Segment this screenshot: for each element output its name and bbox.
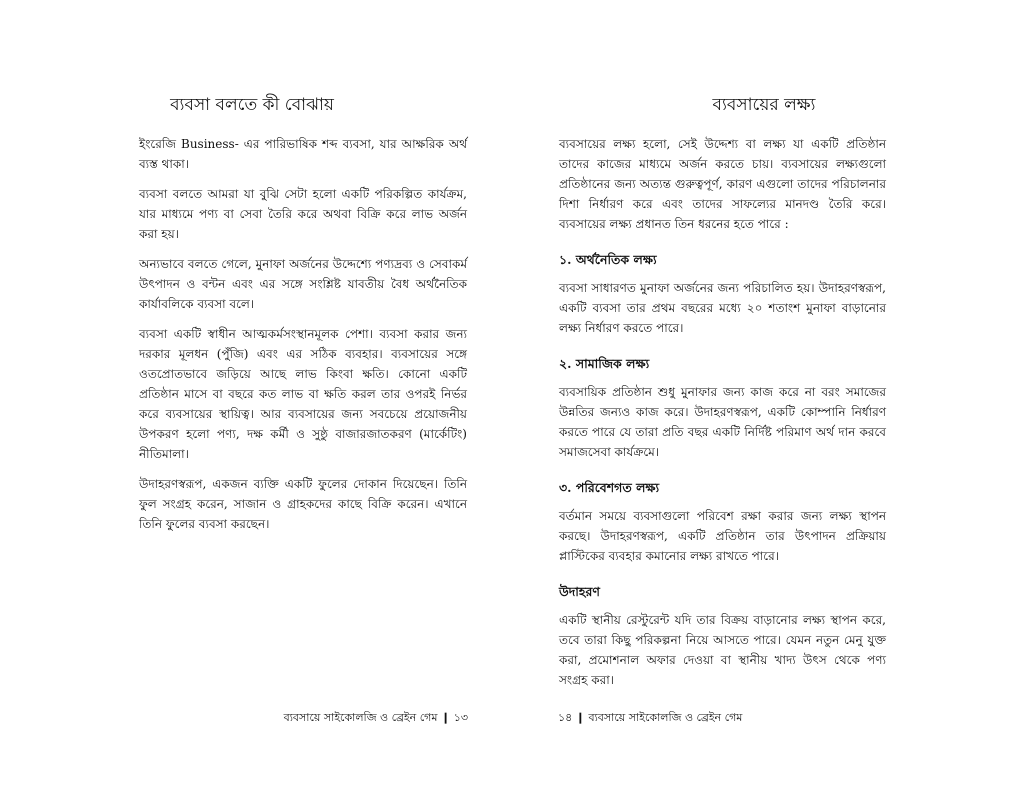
left-page-footer: ব্যবসায়ে সাইকোলজি ও ব্রেইন গেম ❙ ১৩ — [283, 711, 468, 724]
right-page-body — [559, 134, 886, 700]
section-text-social: ব্যবসায়িক প্রতিষ্ঠান শুধু মুনাফার জন্য কাজ করে না বরং সমাজের উন্নতির জন্যও কাজ করে। উদাহরণস্বরূপ, একটি কোম্পানি নির্ধারণ করতে পারে যে তারা প্রতি বছর একটি নির্দিষ্ট পরিমাণ অর্থ দান করবে সমাজসেবা কার্যক্রমে। — [559, 385, 886, 459]
left-paragraph-5: উদাহরণস্বরূপ, একজন ব্যক্তি একটি ফুলের দোকান দিয়েছেন। তিনি ফুল সংগ্রহ করেন, সাজান ও গ্রাহকদের কাছে বিক্রি করেন। এখানে তিনি ফুলের ব্যবসা করছেন। — [139, 477, 467, 531]
right-page — [512, 0, 1024, 791]
left-paragraph-4: ব্যবসা একটি স্বাধীন আত্মকর্মসংস্থানমূলক পেশা। ব্যবসা করার জন্য দরকার মূলধন (পুঁজি) এবং এর সঠিক ব্যবহার। ব্যবসায়ের সঙ্গে ওতপ্রোতভাবে জড়িয়ে আছে লাভ কিংবা ক্ষতি। কোনো একটি প্রতিষ্ঠান মাসে বা বছরে কত লাভ বা ক্ষতি করল তার ওপরই নির্ভর করে ব্যবসায়ের স্থায়িত্ব। আর ব্যবসায়ের জন্য সবচেয়ে প্রয়োজনীয় উপকরণ হলো পণ্য, দক্ষ কর্মী ও সুষ্ঠু বাজারজাতকরণ (মার্কেটিং) নীতিমালা। — [139, 327, 467, 461]
left-page-body — [139, 134, 467, 544]
section-heading-environmental: ৩. পরিবেশগত লক্ষ্য — [559, 480, 660, 495]
section-heading-economic: ১. অর্থনৈতিক লক্ষ্য — [559, 252, 657, 267]
right-intro-paragraph: ব্যবসায়ের লক্ষ্য হলো, সেই উদ্দেশ্য বা লক্ষ্য যা একটি প্রতিষ্ঠান তাদের কাজের মাধ্যমে অর্জন করতে চায়। ব্যবসায়ের লক্ষ্যগুলো প্রতিষ্ঠানের জন্য অত্যন্ত গুরুত্বপূর্ণ, কারণ এগুলো তাদের পরিচালনার দিশা নির্ধারণ করে এবং তাদের সাফল্যের মানদণ্ড তৈরি করে। ব্যবসায়ের লক্ষ্য প্রধানত তিন ধরনের হতে পারে : — [559, 137, 886, 231]
left-paragraph-2: ব্যবসা বলতে আমরা যা বুঝি সেটা হলো একটি পরিকল্পিত কার্যক্রম, যার মাধ্যমে পণ্য বা সেবা তৈরি করে অথবা বিক্রি করে লাভ অর্জন করা হয়। — [139, 187, 467, 241]
section-text-economic: ব্যবসা সাধারণত মুনাফা অর্জনের জন্য পরিচালিত হয়। উদাহরণস্বরূপ, একটি ব্যবসা তার প্রথম বছরের মধ্যে ২০ শতাংশ মুনাফা বাড়ানোর লক্ষ্য নির্ধারণ করতে পারে। — [559, 281, 886, 335]
section-text-environmental: বর্তমান সময়ে ব্যবসাগুলো পরিবেশ রক্ষা করার জন্য লক্ষ্য স্থাপন করছে। উদাহরণস্বরূপ, একটি প্রতিষ্ঠান তার উৎপাদন প্রক্রিয়ায় প্লাস্টিকের ব্যবহার কমানোর লক্ষ্য রাখতে পারে। — [559, 509, 886, 563]
left-paragraph-1: ইংরেজি Business- এর পারিভাষিক শব্দ ব্যবসা, যার আক্ষরিক অর্থ ব্যস্ত থাকা। — [139, 137, 467, 171]
section-heading-social: ২. সামাজিক লক্ষ্য — [559, 356, 650, 371]
left-paragraph-3: অন্যভাবে বলতে গেলে, মুনাফা অর্জনের উদ্দেশ্যে পণ্যদ্রব্য ও সেবাকর্ম উৎপাদন ও বন্টন এবং এর সঙ্গে সংশ্লিষ্ট যাবতীয় বৈধ অর্থনৈতিক কার্যাবলিকে ব্যবসা বলে। — [139, 257, 467, 311]
right-page-footer: ১৪ ❙ ব্যবসায়ে সাইকোলজি ও ব্রেইন গেম — [558, 711, 743, 724]
right-page-title: ব্যবসায়ের লক্ষ্য — [712, 95, 816, 115]
section-heading-example: উদাহরণ — [559, 584, 600, 599]
section-text-example: একটি স্থানীয় রেস্টুরেন্ট যদি তার বিক্রয় বাড়ানোর লক্ষ্য স্থাপন করে, তবে তারা কিছু পরিকল্পনা নিয়ে আসতে পারে। যেমন নতুন মেনু যুক্ত করা, প্রমোশনাল অফার দেওয়া বা স্থানীয় খাদ্য উৎস থেকে পণ্য সংগ্রহ করা। — [559, 613, 886, 687]
left-page-title: ব্যবসা বলতে কী বোঝায় — [170, 95, 334, 115]
